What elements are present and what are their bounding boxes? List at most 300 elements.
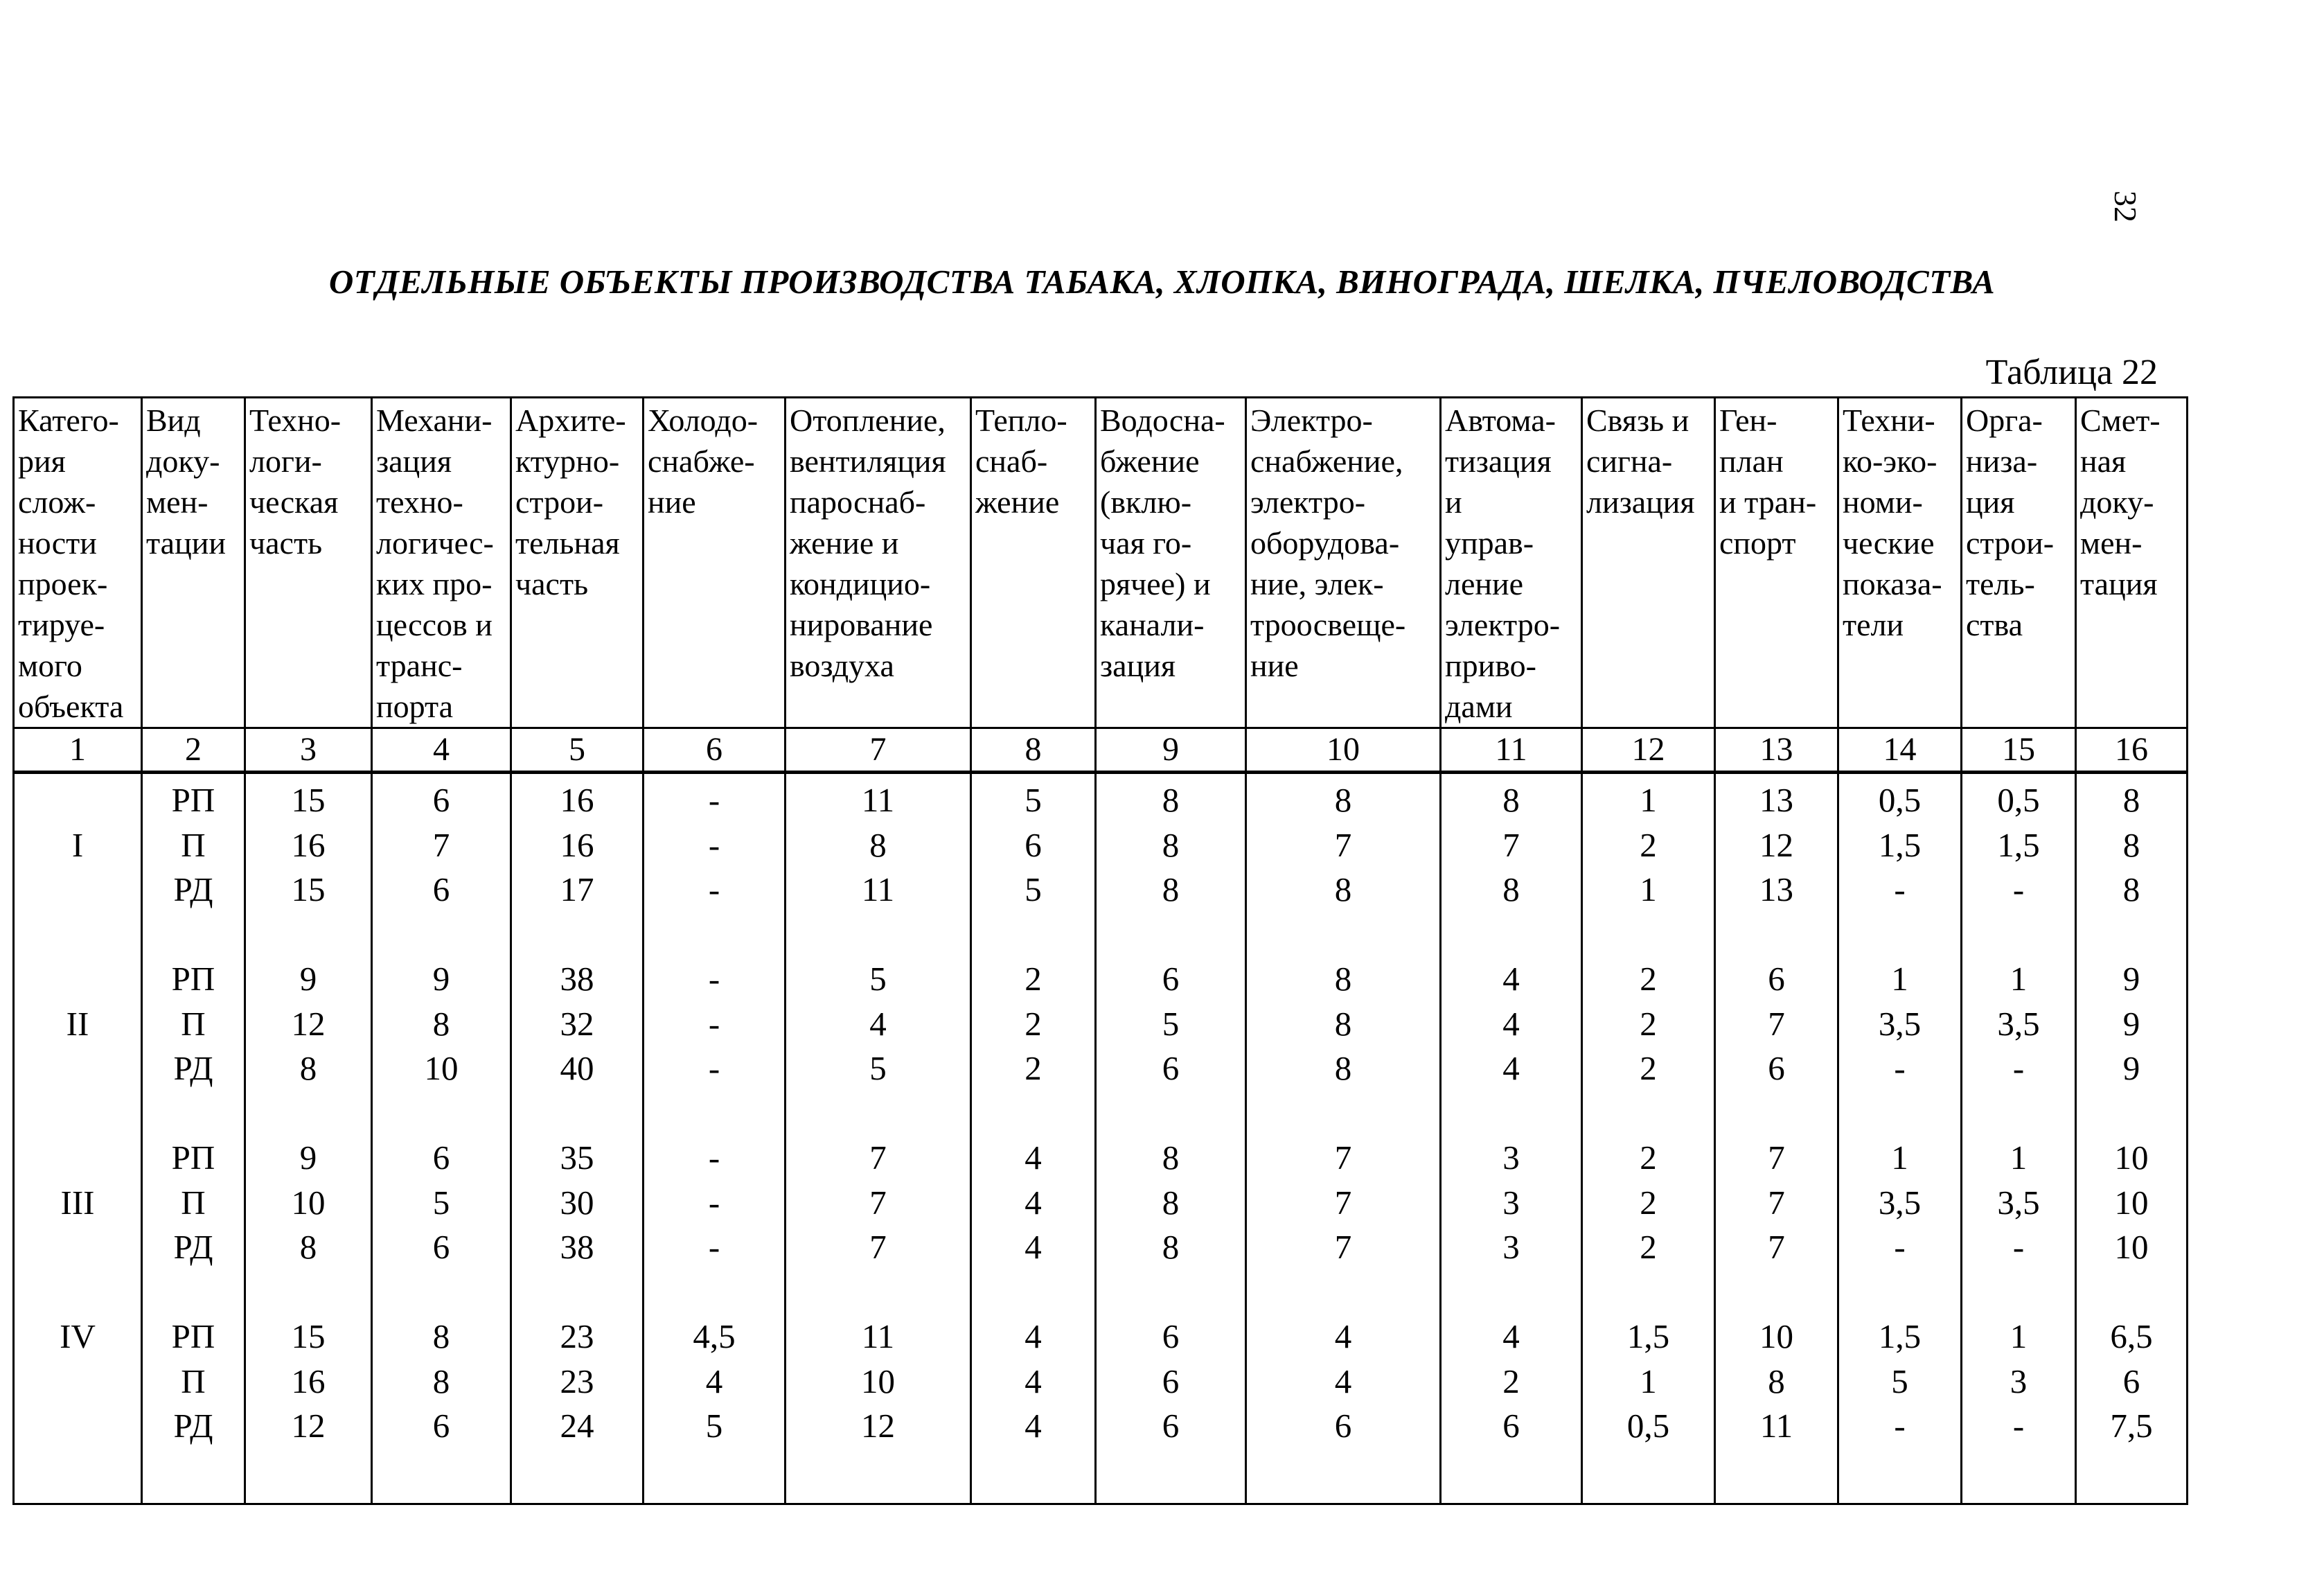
column-header-line: зация — [1100, 648, 1176, 683]
table-cell: 8 — [432, 1362, 450, 1400]
column-number: 16 — [2076, 728, 2188, 773]
table-cell: 8 — [2122, 781, 2140, 819]
table-cell: 9 — [299, 960, 317, 998]
category-spacer — [15, 868, 141, 913]
page-number: 32 — [2108, 191, 2143, 222]
table-cell: 7 — [869, 1138, 887, 1177]
table-cell: 11 — [861, 1317, 895, 1355]
data-column-4 — [372, 773, 511, 1504]
table-cell: 4 — [1024, 1183, 1042, 1222]
table-cell: 32 — [560, 1004, 594, 1043]
table-cell: 4 — [1502, 1317, 1520, 1355]
column-header-line: Вид — [146, 403, 201, 438]
table-cell: 7 — [1502, 825, 1520, 864]
table-cell: 8 — [1162, 825, 1180, 864]
table-cell: 8 — [869, 825, 887, 864]
column-header-15 — [1962, 398, 2076, 728]
category-label: III — [60, 1183, 95, 1222]
data-column-16 — [2076, 773, 2188, 1504]
category-label: I — [71, 825, 84, 864]
data-column-5 — [511, 773, 644, 1504]
table-cell: - — [1894, 1049, 1906, 1087]
table-label: Таблица 22 — [1985, 353, 2158, 392]
table-cell: 8 — [1162, 781, 1180, 819]
data-column-7 — [786, 773, 971, 1504]
column-header-line: канали- — [1100, 607, 1205, 642]
column-number: 8 — [971, 728, 1096, 773]
table-cell: 4 — [1502, 1049, 1520, 1087]
column-header-line: жение — [975, 484, 1060, 520]
table-cell: 4 — [1334, 1362, 1352, 1400]
data-column-8 — [971, 773, 1096, 1504]
table-cell: 7 — [1768, 1228, 1785, 1266]
table-cell: 4 — [1334, 1317, 1352, 1355]
category-column — [14, 773, 142, 1504]
column-number: 4 — [372, 728, 511, 773]
column-header-6 — [644, 398, 786, 728]
category-spacer — [15, 1360, 141, 1405]
table-cell: 7 — [1334, 1138, 1352, 1177]
table-cell: 0,5 — [1997, 781, 2040, 819]
table-cell: 3,5 — [1878, 1183, 1922, 1222]
table-cell: 3,5 — [1997, 1183, 2040, 1222]
table-cell: 5 — [1162, 1004, 1180, 1043]
doc-type-cell: РП — [171, 781, 215, 819]
column-header-line: ктурно- — [515, 443, 620, 479]
column-header-2 — [142, 398, 245, 728]
column-header-16 — [2076, 398, 2188, 728]
table-cell: 7,5 — [2110, 1407, 2153, 1445]
table-cell: - — [1894, 1407, 1906, 1445]
column-header-line: лизация — [1586, 484, 1695, 520]
column-header-14 — [1838, 398, 1962, 728]
column-header-line: доку- — [146, 443, 220, 479]
column-number: 12 — [1582, 728, 1715, 773]
column-header-1 — [14, 398, 142, 728]
category-spacer — [15, 1136, 141, 1181]
table-cell: 16 — [291, 1362, 326, 1400]
table-cell: 4 — [1024, 1317, 1042, 1355]
table-cell: 7 — [1334, 1183, 1352, 1222]
column-header-line: Катего- — [18, 403, 119, 438]
column-header-line: порта — [376, 689, 454, 724]
table-cell: 8 — [2122, 825, 2140, 864]
column-header-line: строи- — [515, 484, 604, 520]
column-header-8 — [971, 398, 1096, 728]
table-cell: - — [708, 825, 720, 864]
table-cell: 38 — [560, 960, 594, 998]
table-cell: - — [708, 781, 720, 819]
column-header-7 — [786, 398, 971, 728]
column-header-line: Тепло- — [975, 403, 1067, 438]
data-column-14 — [1838, 773, 1962, 1504]
table-cell: - — [2012, 870, 2025, 908]
table-cell: 15 — [291, 1317, 326, 1355]
column-header-line: ности — [18, 525, 97, 561]
column-header-12 — [1582, 398, 1715, 728]
header-row — [14, 398, 2188, 728]
table-cell: 10 — [2114, 1138, 2149, 1177]
column-header-line: приво- — [1445, 648, 1536, 683]
column-header-line: мен- — [146, 484, 209, 520]
column-header-line: ление — [1445, 566, 1524, 601]
table-cell: 12 — [861, 1407, 895, 1445]
column-header-line: ко-эко- — [1843, 443, 1937, 479]
data-column-11 — [1441, 773, 1582, 1504]
column-header-line: часть — [515, 566, 589, 601]
column-number: 5 — [511, 728, 644, 773]
table-cell: 12 — [1759, 825, 1793, 864]
table-cell: 3 — [1502, 1183, 1520, 1222]
column-header-line: ная — [2080, 443, 2127, 479]
doc-type-cell: П — [181, 825, 206, 864]
table-cell: 6 — [1502, 1407, 1520, 1445]
table-cell: 10 — [861, 1362, 895, 1400]
table-cell: - — [2012, 1407, 2025, 1445]
table-cell: 8 — [1162, 1183, 1180, 1222]
column-header-line: ческие — [1843, 525, 1935, 561]
table-cell: 2 — [1024, 1004, 1042, 1043]
column-header-line: Механи- — [376, 403, 493, 438]
table-cell: 8 — [1162, 1138, 1180, 1177]
table-cell: 7 — [869, 1228, 887, 1266]
column-header-line: и тран- — [1719, 484, 1817, 520]
table-cell: 3,5 — [1997, 1004, 2040, 1043]
table-cell: 1 — [1891, 1138, 1908, 1177]
column-number: 13 — [1715, 728, 1838, 773]
table-cell: 35 — [560, 1138, 594, 1177]
table-cell: 2 — [1640, 1228, 1657, 1266]
page-title: ОТДЕЛЬНЫЕ ОБЪЕКТЫ ПРОИЗВОДСТВА ТАБАКА, ХЛОПКА, ВИНОГРАДА, ШЕЛКА, ПЧЕЛОВОДСТВА — [328, 263, 1996, 301]
table-cell: 1 — [2010, 1138, 2028, 1177]
column-header-line: Автома- — [1445, 403, 1556, 438]
column-number: 6 — [644, 728, 786, 773]
table-cell: 15 — [291, 870, 326, 908]
table-cell: 1 — [1640, 1362, 1657, 1400]
table-cell: 8 — [1502, 781, 1520, 819]
table-cell: - — [708, 1049, 720, 1087]
table-cell: 7 — [1768, 1138, 1785, 1177]
table-cell: - — [708, 870, 720, 908]
column-header-line: Отопление, — [790, 403, 946, 438]
table-cell: 8 — [1334, 870, 1352, 908]
table-cell: 4 — [1024, 1228, 1042, 1266]
table-cell: 9 — [299, 1138, 317, 1177]
table-cell: 13 — [1759, 870, 1793, 908]
table-cell: - — [708, 1138, 720, 1177]
column-header-line: тируе- — [18, 607, 105, 642]
table-cell: 2 — [1502, 1362, 1520, 1400]
table-cell: 1 — [2010, 1317, 2028, 1355]
column-header-line: и — [1445, 484, 1462, 520]
table-cell: - — [708, 1183, 720, 1222]
column-header-line: план — [1719, 443, 1784, 479]
category-spacer — [15, 778, 141, 823]
column-header-line: чая го- — [1100, 525, 1192, 561]
table-cell: 7 — [1768, 1183, 1785, 1222]
column-header-line: ние, элек- — [1250, 566, 1384, 601]
column-header-line: слож- — [18, 484, 96, 520]
column-number: 9 — [1096, 728, 1246, 773]
table-cell: 10 — [291, 1183, 326, 1222]
column-header-line: снабже- — [648, 443, 755, 479]
complexity-table — [12, 396, 2188, 1505]
table-cell: 6 — [1768, 960, 1785, 998]
table-cell: 2 — [1640, 825, 1657, 864]
doc-type-cell: П — [181, 1362, 206, 1400]
table-cell: 6 — [432, 1407, 450, 1445]
table-body — [14, 773, 2188, 1504]
data-column-6 — [644, 773, 786, 1504]
column-header-5 — [511, 398, 644, 728]
table-cell: 5 — [705, 1407, 723, 1445]
category-spacer — [15, 1225, 141, 1270]
column-header-line: логичес- — [376, 525, 494, 561]
table-cell: 7 — [1768, 1004, 1785, 1043]
column-header-line: Архите- — [515, 403, 626, 438]
table-cell: 23 — [560, 1317, 594, 1355]
column-header-line: тели — [1843, 607, 1904, 642]
doc-type-cell: РП — [171, 1317, 215, 1355]
column-number: 10 — [1246, 728, 1441, 773]
table-cell: 7 — [869, 1183, 887, 1222]
table-cell: 1 — [2010, 960, 2028, 998]
table-cell: 10 — [2114, 1183, 2149, 1222]
table-cell: 4 — [869, 1004, 887, 1043]
category-spacer — [15, 957, 141, 1002]
table-cell: 16 — [291, 825, 326, 864]
table-cell: 1,5 — [1997, 825, 2040, 864]
column-header-line: тизация — [1445, 443, 1552, 479]
table-cell: 16 — [560, 781, 594, 819]
column-header-line: ция — [1966, 484, 2015, 520]
table-cell: 6 — [1024, 825, 1042, 864]
column-header-line: ние — [648, 484, 696, 520]
column-header-line: нирование — [790, 607, 933, 642]
table-cell: 2 — [1640, 1138, 1657, 1177]
table-cell: 6 — [1334, 1407, 1352, 1445]
column-header-line: Техни- — [1843, 403, 1935, 438]
table-cell: 6 — [1162, 960, 1180, 998]
column-header-line: логи- — [249, 443, 322, 479]
column-header-line: техно- — [376, 484, 463, 520]
table-cell: 3,5 — [1878, 1004, 1922, 1043]
column-header-11 — [1441, 398, 1582, 728]
data-column-3 — [245, 773, 372, 1504]
column-header-line: кондицио- — [790, 566, 931, 601]
doc-type-cell: РД — [173, 1049, 213, 1087]
table-cell: - — [2012, 1228, 2025, 1266]
table-cell: 5 — [1024, 781, 1042, 819]
column-header-line: спорт — [1719, 525, 1796, 561]
data-column-15 — [1962, 773, 2076, 1504]
category-label: IV — [60, 1317, 96, 1355]
column-header-line: номи- — [1843, 484, 1923, 520]
column-number: 15 — [1962, 728, 2076, 773]
table-cell: 3 — [1502, 1228, 1520, 1266]
table-cell: 2 — [1640, 960, 1657, 998]
column-header-line: электро- — [1445, 607, 1561, 642]
table-cell: 1 — [1640, 870, 1657, 908]
column-header-line: строи- — [1966, 525, 2055, 561]
column-number: 1 — [14, 728, 142, 773]
column-header-13 — [1715, 398, 1838, 728]
table-cell: 6 — [1162, 1407, 1180, 1445]
column-header-line: часть — [249, 525, 323, 561]
table-cell: 5 — [1891, 1362, 1908, 1400]
column-header-line: рия — [18, 443, 66, 479]
doc-type-cell: РП — [171, 1138, 215, 1177]
table-cell: 4 — [1024, 1362, 1042, 1400]
column-header-line: Водосна- — [1100, 403, 1225, 438]
column-header-line: мен- — [2080, 525, 2143, 561]
doc-type-cell: П — [181, 1004, 206, 1043]
table-cell: 1,5 — [1878, 1317, 1922, 1355]
column-header-line: Смет- — [2080, 403, 2161, 438]
column-header-line: Связь и — [1586, 403, 1689, 438]
table-cell: 23 — [560, 1362, 594, 1400]
column-header-line: проек- — [18, 566, 108, 601]
column-header-line: ческая — [249, 484, 339, 520]
table-cell: 6 — [432, 1228, 450, 1266]
column-header-line: тация — [2080, 566, 2158, 601]
column-header-line: жение и — [790, 525, 899, 561]
table-cell: 8 — [299, 1228, 317, 1266]
column-header-line: доку- — [2080, 484, 2154, 520]
column-header-line: тель- — [1966, 566, 2035, 601]
data-column-13 — [1715, 773, 1838, 1504]
table-cell: - — [708, 960, 720, 998]
column-header-line: Орга- — [1966, 403, 2043, 438]
column-header-4 — [372, 398, 511, 728]
column-header-line: троосвеще- — [1250, 607, 1406, 642]
table-cell: 1 — [1640, 781, 1657, 819]
table-cell: 11 — [861, 870, 895, 908]
table-cell: 8 — [1162, 870, 1180, 908]
table-cell: 5 — [869, 960, 887, 998]
column-header-line: показа- — [1843, 566, 1942, 601]
table-cell: 38 — [560, 1228, 594, 1266]
table-cell: 2 — [1024, 960, 1042, 998]
doc-type-cell: РД — [173, 1407, 213, 1445]
column-header-line: тельная — [515, 525, 620, 561]
table-cell: - — [1894, 870, 1906, 908]
data-column-9 — [1096, 773, 1246, 1504]
table-cell: 11 — [1759, 1407, 1793, 1445]
table-cell: 2 — [1640, 1004, 1657, 1043]
table-cell: 0,5 — [1878, 781, 1922, 819]
table-cell: 11 — [861, 781, 895, 819]
column-header-line: объекта — [18, 689, 124, 724]
table-cell: 24 — [560, 1407, 594, 1445]
category-spacer — [15, 1404, 141, 1449]
column-header-line: Техно- — [249, 403, 341, 438]
table-cell: 8 — [1334, 1049, 1352, 1087]
table-cell: 5 — [1024, 870, 1042, 908]
column-header-line: Ген- — [1719, 403, 1777, 438]
column-header-10 — [1246, 398, 1441, 728]
table-cell: 7 — [1334, 825, 1352, 864]
table-cell: 40 — [560, 1049, 594, 1087]
column-header-line: зация — [376, 443, 452, 479]
table-cell: 2 — [1024, 1049, 1042, 1087]
table-cell: 6 — [1768, 1049, 1785, 1087]
table-cell: 9 — [2122, 1004, 2140, 1043]
table-cell: 4 — [1502, 960, 1520, 998]
table-cell: 6 — [432, 870, 450, 908]
table-cell: 12 — [291, 1004, 326, 1043]
column-header-line: транс- — [376, 648, 463, 683]
table-cell: 6 — [2122, 1362, 2140, 1400]
column-header-line: ние — [1250, 648, 1299, 683]
table-cell: 15 — [291, 781, 326, 819]
table-cell: - — [2012, 1049, 2025, 1087]
data-column-2 — [142, 773, 245, 1504]
table-cell: 6 — [432, 1138, 450, 1177]
column-header-line: управ- — [1445, 525, 1534, 561]
column-number: 11 — [1441, 728, 1582, 773]
table-cell: 2 — [1640, 1049, 1657, 1087]
table-cell: 5 — [432, 1183, 450, 1222]
table-cell: 8 — [1334, 960, 1352, 998]
table-cell: 9 — [432, 960, 450, 998]
data-column-10 — [1246, 773, 1441, 1504]
column-header-line: мого — [18, 648, 82, 683]
table-cell: - — [708, 1004, 720, 1043]
table-cell: 4 — [1502, 1004, 1520, 1043]
column-header-line: воздуха — [790, 648, 894, 683]
column-header-3 — [245, 398, 372, 728]
table-cell: 8 — [432, 1317, 450, 1355]
table-cell: 6 — [1162, 1362, 1180, 1400]
table-cell: 13 — [1759, 781, 1793, 819]
table-cell: 8 — [1334, 1004, 1352, 1043]
table-cell: 6 — [1162, 1317, 1180, 1355]
table-cell: 4 — [705, 1362, 723, 1400]
table-cell: - — [708, 1228, 720, 1266]
column-header-line: вентиляция — [790, 443, 946, 479]
table-cell: 8 — [1162, 1228, 1180, 1266]
column-number: 2 — [142, 728, 245, 773]
column-header-line: пароснаб- — [790, 484, 926, 520]
column-header-line: ких про- — [376, 566, 493, 601]
table-cell: 16 — [560, 825, 594, 864]
column-header-line: ства — [1966, 607, 2023, 642]
column-header-line: Электро- — [1250, 403, 1373, 438]
column-number: 7 — [786, 728, 971, 773]
table-cell: 4,5 — [693, 1317, 736, 1355]
table-cell: 0,5 — [1626, 1407, 1670, 1445]
column-header-line: цессов и — [376, 607, 493, 642]
table-cell: 8 — [2122, 870, 2140, 908]
table-cell: 12 — [291, 1407, 326, 1445]
doc-type-cell: РП — [171, 960, 215, 998]
table-cell: 4 — [1024, 1407, 1042, 1445]
column-header-9 — [1096, 398, 1246, 728]
table-cell: 4 — [1024, 1138, 1042, 1177]
table-cell: 6 — [432, 781, 450, 819]
table-cell: 1,5 — [1626, 1317, 1670, 1355]
table-cell: 10 — [2114, 1228, 2149, 1266]
column-header-line: снабжение, — [1250, 443, 1403, 479]
table-cell: 6 — [1162, 1049, 1180, 1087]
category-spacer — [15, 1046, 141, 1091]
table-cell: 6,5 — [2110, 1317, 2153, 1355]
table-cell: 7 — [1334, 1228, 1352, 1266]
table-cell: 3 — [2010, 1362, 2028, 1400]
table-cell: 1,5 — [1878, 825, 1922, 864]
data-column-12 — [1582, 773, 1715, 1504]
